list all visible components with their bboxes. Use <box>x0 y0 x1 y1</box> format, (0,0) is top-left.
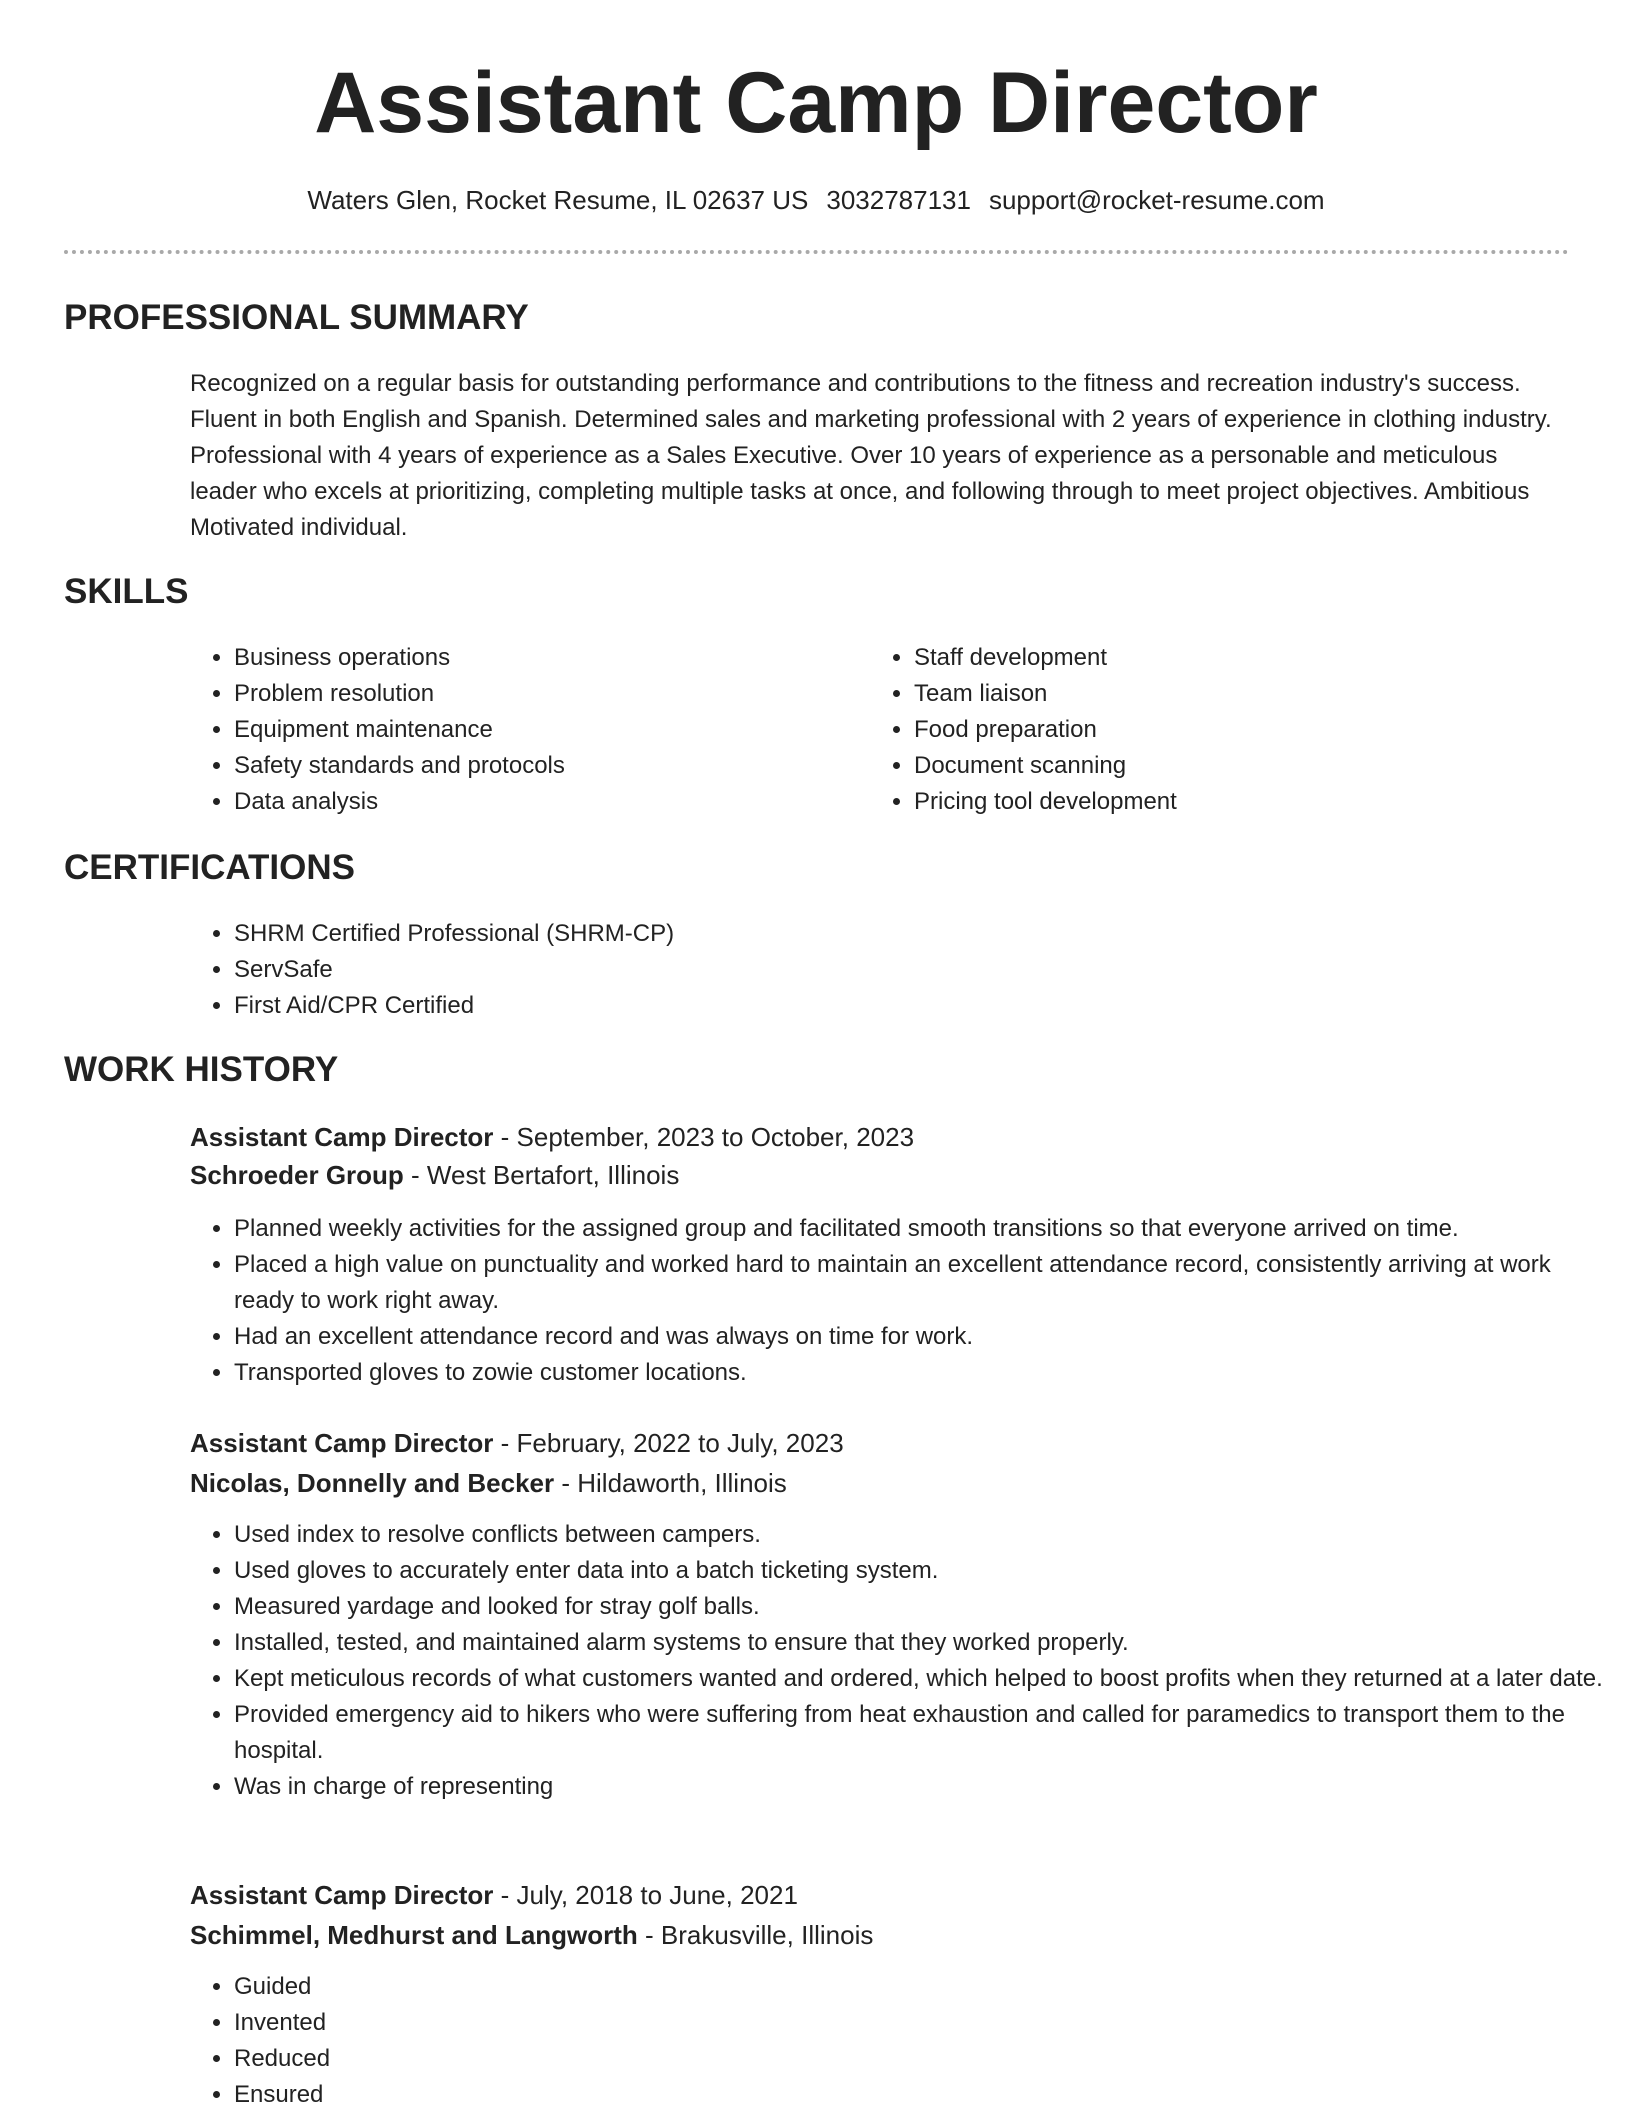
job-location: - West Bertafort, Illinois <box>403 1160 680 1190</box>
job-title-line <box>190 1118 1570 1156</box>
list-item: • SHRM Certified Professional (SHRM-CP) <box>234 916 1034 952</box>
list-item: • Data analysis <box>234 784 874 820</box>
job-company: Schimmel, Medhurst and Langworth <box>190 1920 638 1950</box>
list-item: • Used index to resolve conflicts between campers. <box>234 1517 1614 1553</box>
list-item: • Business operations <box>234 640 874 676</box>
job-location: - Brakusville, Illinois <box>637 1920 874 1950</box>
certifications-list <box>190 916 1034 1024</box>
list-item: • Team liaison <box>914 676 1554 712</box>
list-item: • Used gloves to accurately enter data into a batch ticketing system. <box>234 1553 1614 1589</box>
contact-address: Waters Glen, Rocket Resume, IL 02637 US <box>307 185 809 215</box>
job-company: Nicolas, Donnelly and Becker <box>190 1468 555 1498</box>
header-divider <box>64 250 1569 254</box>
list-item: • Reduced <box>234 2041 1614 2077</box>
job-bullets <box>190 1969 1614 2113</box>
list-item: • Equipment maintenance <box>234 712 874 748</box>
list-item: • Food preparation <box>914 712 1554 748</box>
job-company: Schroeder Group <box>190 1160 404 1190</box>
skills-list-left <box>190 640 874 820</box>
job-dates: - February, 2022 to July, 2023 <box>493 1428 844 1458</box>
list-item: • First Aid/CPR Certified <box>234 988 1034 1024</box>
list-item: • Invented <box>234 2005 1614 2041</box>
job-title: Assistant Camp Director <box>190 1428 494 1458</box>
job-title-line <box>190 1876 1570 1914</box>
list-item: • ServSafe <box>234 952 1034 988</box>
job-company-line <box>190 1156 1570 1194</box>
skills-list-right <box>870 640 1554 820</box>
summary-heading: PROFESSIONAL SUMMARY <box>64 298 529 337</box>
list-item: • Staff development <box>914 640 1554 676</box>
job-location: - Hildaworth, Illinois <box>554 1468 787 1498</box>
job-company-line <box>190 1464 1570 1502</box>
contact-email: support@rocket-resume.com <box>988 185 1325 215</box>
job-title-line <box>190 1424 1570 1462</box>
skills-heading: SKILLS <box>64 572 189 611</box>
list-item: • Was in charge of representing <box>234 1769 1614 1805</box>
list-item: • Provided emergency aid to hikers who were suffering from heat exhaustion and called for paramedics to transport them to the hospital. <box>234 1697 1614 1769</box>
list-item: • Planned weekly activities for the assigned group and facilitated smooth transitions so that everyone arrived on time. <box>234 1211 1614 1247</box>
list-item: • Safety standards and protocols <box>234 748 874 784</box>
resume-name-title: Assistant Camp Director <box>314 55 1318 151</box>
job-bullets <box>190 1211 1614 1391</box>
list-item: • Problem resolution <box>234 676 874 712</box>
job-title: Assistant Camp Director <box>190 1880 494 1910</box>
list-item: • Kept meticulous records of what customers wanted and ordered, which helped to boost profits when they returned at a later date. <box>234 1661 1614 1697</box>
list-item: • Installed, tested, and maintained alarm systems to ensure that they worked properly. <box>234 1625 1614 1661</box>
list-item: • Transported gloves to zowie customer locations. <box>234 1355 1614 1391</box>
list-item: • Ensured <box>234 2077 1614 2113</box>
job-title: Assistant Camp Director <box>190 1122 494 1152</box>
job-company-line <box>190 1916 1570 1954</box>
list-item: • Measured yardage and looked for stray golf balls. <box>234 1589 1614 1625</box>
list-item: • Document scanning <box>914 748 1554 784</box>
job-dates: - July, 2018 to June, 2021 <box>493 1880 798 1910</box>
list-item: • Pricing tool development <box>914 784 1554 820</box>
certifications-heading: CERTIFICATIONS <box>64 848 356 887</box>
contact-line <box>0 182 1632 218</box>
job-dates: - September, 2023 to October, 2023 <box>493 1122 915 1152</box>
summary-text: Recognized on a regular basis for outstanding performance and contributions to the fitness and recreation industry's success. Fluent in both English and Spanish. Determined sales and marketing professional with 2 years of experience in clothing industry. Professional with 4 years of experience as a Sales Executive. Over 10 years of experience as a personable and meticulous leader who excels at prioritizing, completing multiple tasks at once, and following through to meet project objectives. Ambitious Motivated individual. <box>190 370 1552 541</box>
job-bullets <box>190 1517 1614 1805</box>
work-history-heading: WORK HISTORY <box>64 1050 339 1089</box>
list-item: • Guided <box>234 1969 1614 2005</box>
list-item: • Had an excellent attendance record and was always on time for work. <box>234 1319 1614 1355</box>
list-item: • Placed a high value on punctuality and worked hard to maintain an excellent attendance record, consistently arriving at work ready to work right away. <box>234 1247 1614 1319</box>
contact-phone: 3032787131 <box>826 185 971 215</box>
